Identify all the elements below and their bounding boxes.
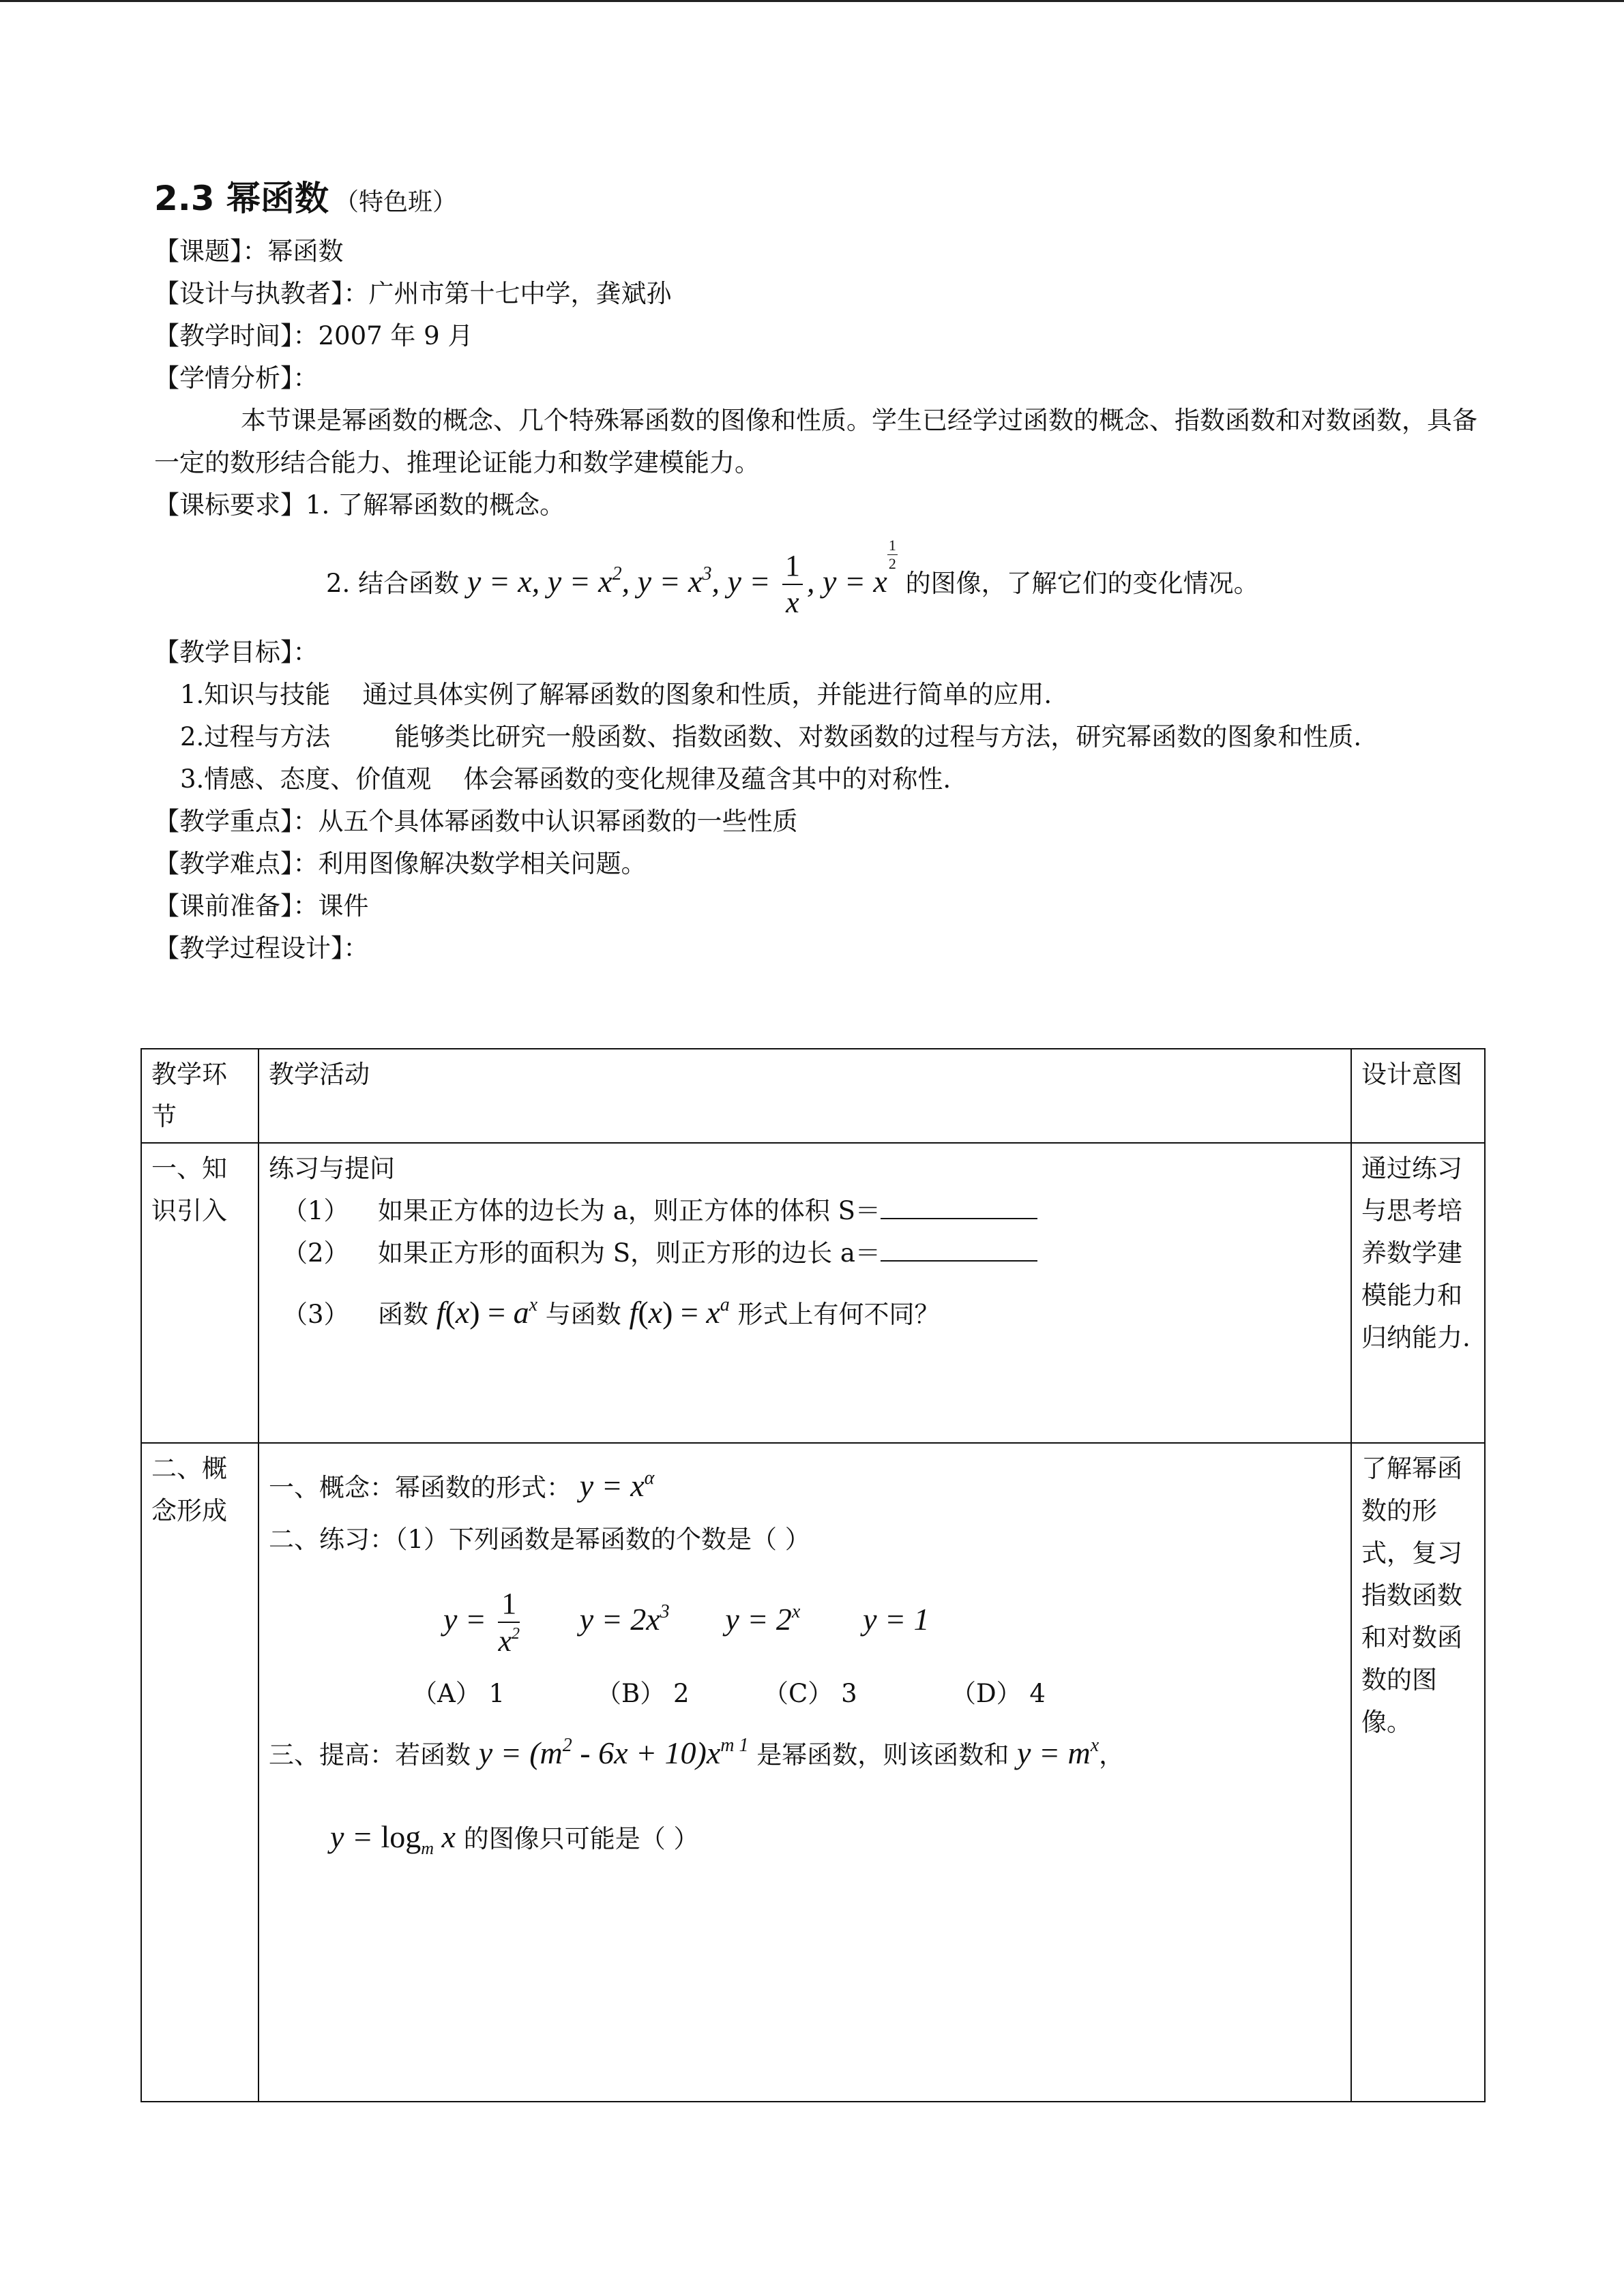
table-row (141, 1443, 1485, 2102)
analysis-paragraph: 本节课是幂函数的概念、几个特殊幂函数的图像和性质。学生已经学过函数的概念、指数函数和对数函数，具备一定的数形结合能力、推理论证能力和数学建模能力。 (154, 406, 1477, 477)
practice-line: 二、练习：（1）下列函数是幂函数的个数是（ ） (269, 1525, 810, 1554)
table-header-row (141, 1049, 1485, 1143)
goals-label: 【教学目标】： (154, 638, 319, 667)
log-line: $y = \log_m x$ 的图像只可能是（ ） (330, 1819, 699, 1858)
option-c: （C） 3 (763, 1679, 857, 1708)
power-formula: f (629, 1295, 638, 1330)
goal-3: 3.情感、态度、价值观 体会幂函数的变化规律及蕴含其中的对称性. (180, 764, 951, 794)
header-intent: 设计意图 (1351, 1049, 1485, 1143)
function-reciprocal-square: y = $\frac{1}{x^2}$ (443, 1586, 520, 1658)
title-text: 2.3 幂函数 (154, 179, 329, 218)
answer-blank (881, 1196, 1037, 1219)
standard-functions-formula: y = x, $y = x^2$, $y = x^3$, y = $\frac{1}{x}$ , y = x $\frac{1}{2}$ (467, 537, 896, 620)
improve-formula: $y = (m^2 - 6x + 10)x^{m 1}$ (478, 1735, 749, 1770)
lesson-process-table (141, 1048, 1486, 2102)
stage-cell: 二、概念形成 (141, 1443, 259, 2102)
option-a: （A） 1 (412, 1679, 505, 1708)
answer-options (269, 1673, 1341, 1715)
answer-blank (881, 1238, 1037, 1262)
exponential-m-formula: $y = m^x$ (1017, 1735, 1099, 1770)
log-formula: $y = \log_m x$ (330, 1819, 456, 1858)
goal-1: 1.知识与技能 通过具体实例了解幂函数的图象和性质，并能进行简单的应用. (180, 680, 1052, 709)
option-b: （B） 2 (596, 1679, 690, 1708)
practice-functions (269, 1561, 1341, 1673)
goal-2: 2.过程与方法 能够类比研究一般函数、指数函数、对数函数的过程与方法，研究幂函数的图象和性质. (180, 722, 1362, 751)
option-d: （D） 4 (951, 1679, 1046, 1708)
analysis-label: 【学情分析】： (154, 363, 319, 393)
question-3: （3） 函数 $f(x) = a^x$ 与函数 $f(x) = x^a$ 形式上有何不同？ (282, 1294, 940, 1330)
activity-cell (259, 1143, 1351, 1443)
exponential-formula: f (436, 1295, 445, 1330)
concept-line: 一、概念：幂函数的形式： $y = x^\alpha$ (269, 1467, 655, 1503)
designer-line: 【设计与执教者】：广州市第十七中学，龚斌孙 (154, 279, 672, 308)
prep-line: 【课前准备】：课件 (154, 891, 369, 921)
page-title (154, 170, 1491, 230)
table-row (141, 1143, 1485, 1443)
function-constant: y = 1 (863, 1602, 930, 1637)
time-line: 【教学时间】：2007 年 9 月 (154, 321, 473, 351)
question-1: （1） 如果正方体的边长为 a，则正方体的体积 S＝ (269, 1190, 1341, 1232)
improve-line: 三、提高：若函数 $y = (m^2 - 6x + 10)x^{m 1}$ 是幂函数，则该函数和 $y = m^x$， (269, 1735, 1125, 1770)
standard-line-2: 2. 结合函数 y = x, $y = x^2$, $y = x^3$, y = $\frac{1}{x}$ , y = x $\frac{1}{2}$ 的图像，了解它们的变化情况。 (326, 537, 1259, 620)
title-subtitle: （特色班） (334, 188, 457, 216)
question-2: （2） 如果正方形的面积为 S，则正方形的边长 a＝ (269, 1232, 1341, 1274)
function-2x-cubed: $y = 2x^3$ (579, 1601, 670, 1637)
header-stage: 教学环节 (141, 1049, 259, 1143)
standard-line-1: 【课标要求】1. 了解幂函数的概念。 (154, 490, 565, 520)
difficulty-line: 【教学难点】：利用图像解决数学相关问题。 (154, 849, 647, 878)
function-2-power-x: $y = 2^x$ (725, 1601, 801, 1637)
process-label: 【教学过程设计】： (154, 934, 369, 963)
intent-cell: 了解幂函数的形式，复习指数函数和对数函数的图像。 (1351, 1443, 1485, 2102)
topic-line: 【课题】：幂函数 (154, 237, 344, 266)
stage-cell: 一、知识引入 (141, 1143, 259, 1443)
activity-cell (259, 1443, 1351, 2102)
document-body (154, 170, 1491, 970)
top-border (0, 0, 1624, 2)
header-activity: 教学活动 (259, 1049, 1351, 1143)
focus-line: 【教学重点】：从五个具体幂函数中认识幂函数的一些性质 (154, 807, 798, 836)
intent-cell: 通过练习与思考培养数学建模能力和归纳能力. (1351, 1143, 1485, 1443)
activity-heading: 练习与提问 (269, 1154, 395, 1183)
concept-formula: $y = x^\alpha$ (579, 1467, 655, 1503)
